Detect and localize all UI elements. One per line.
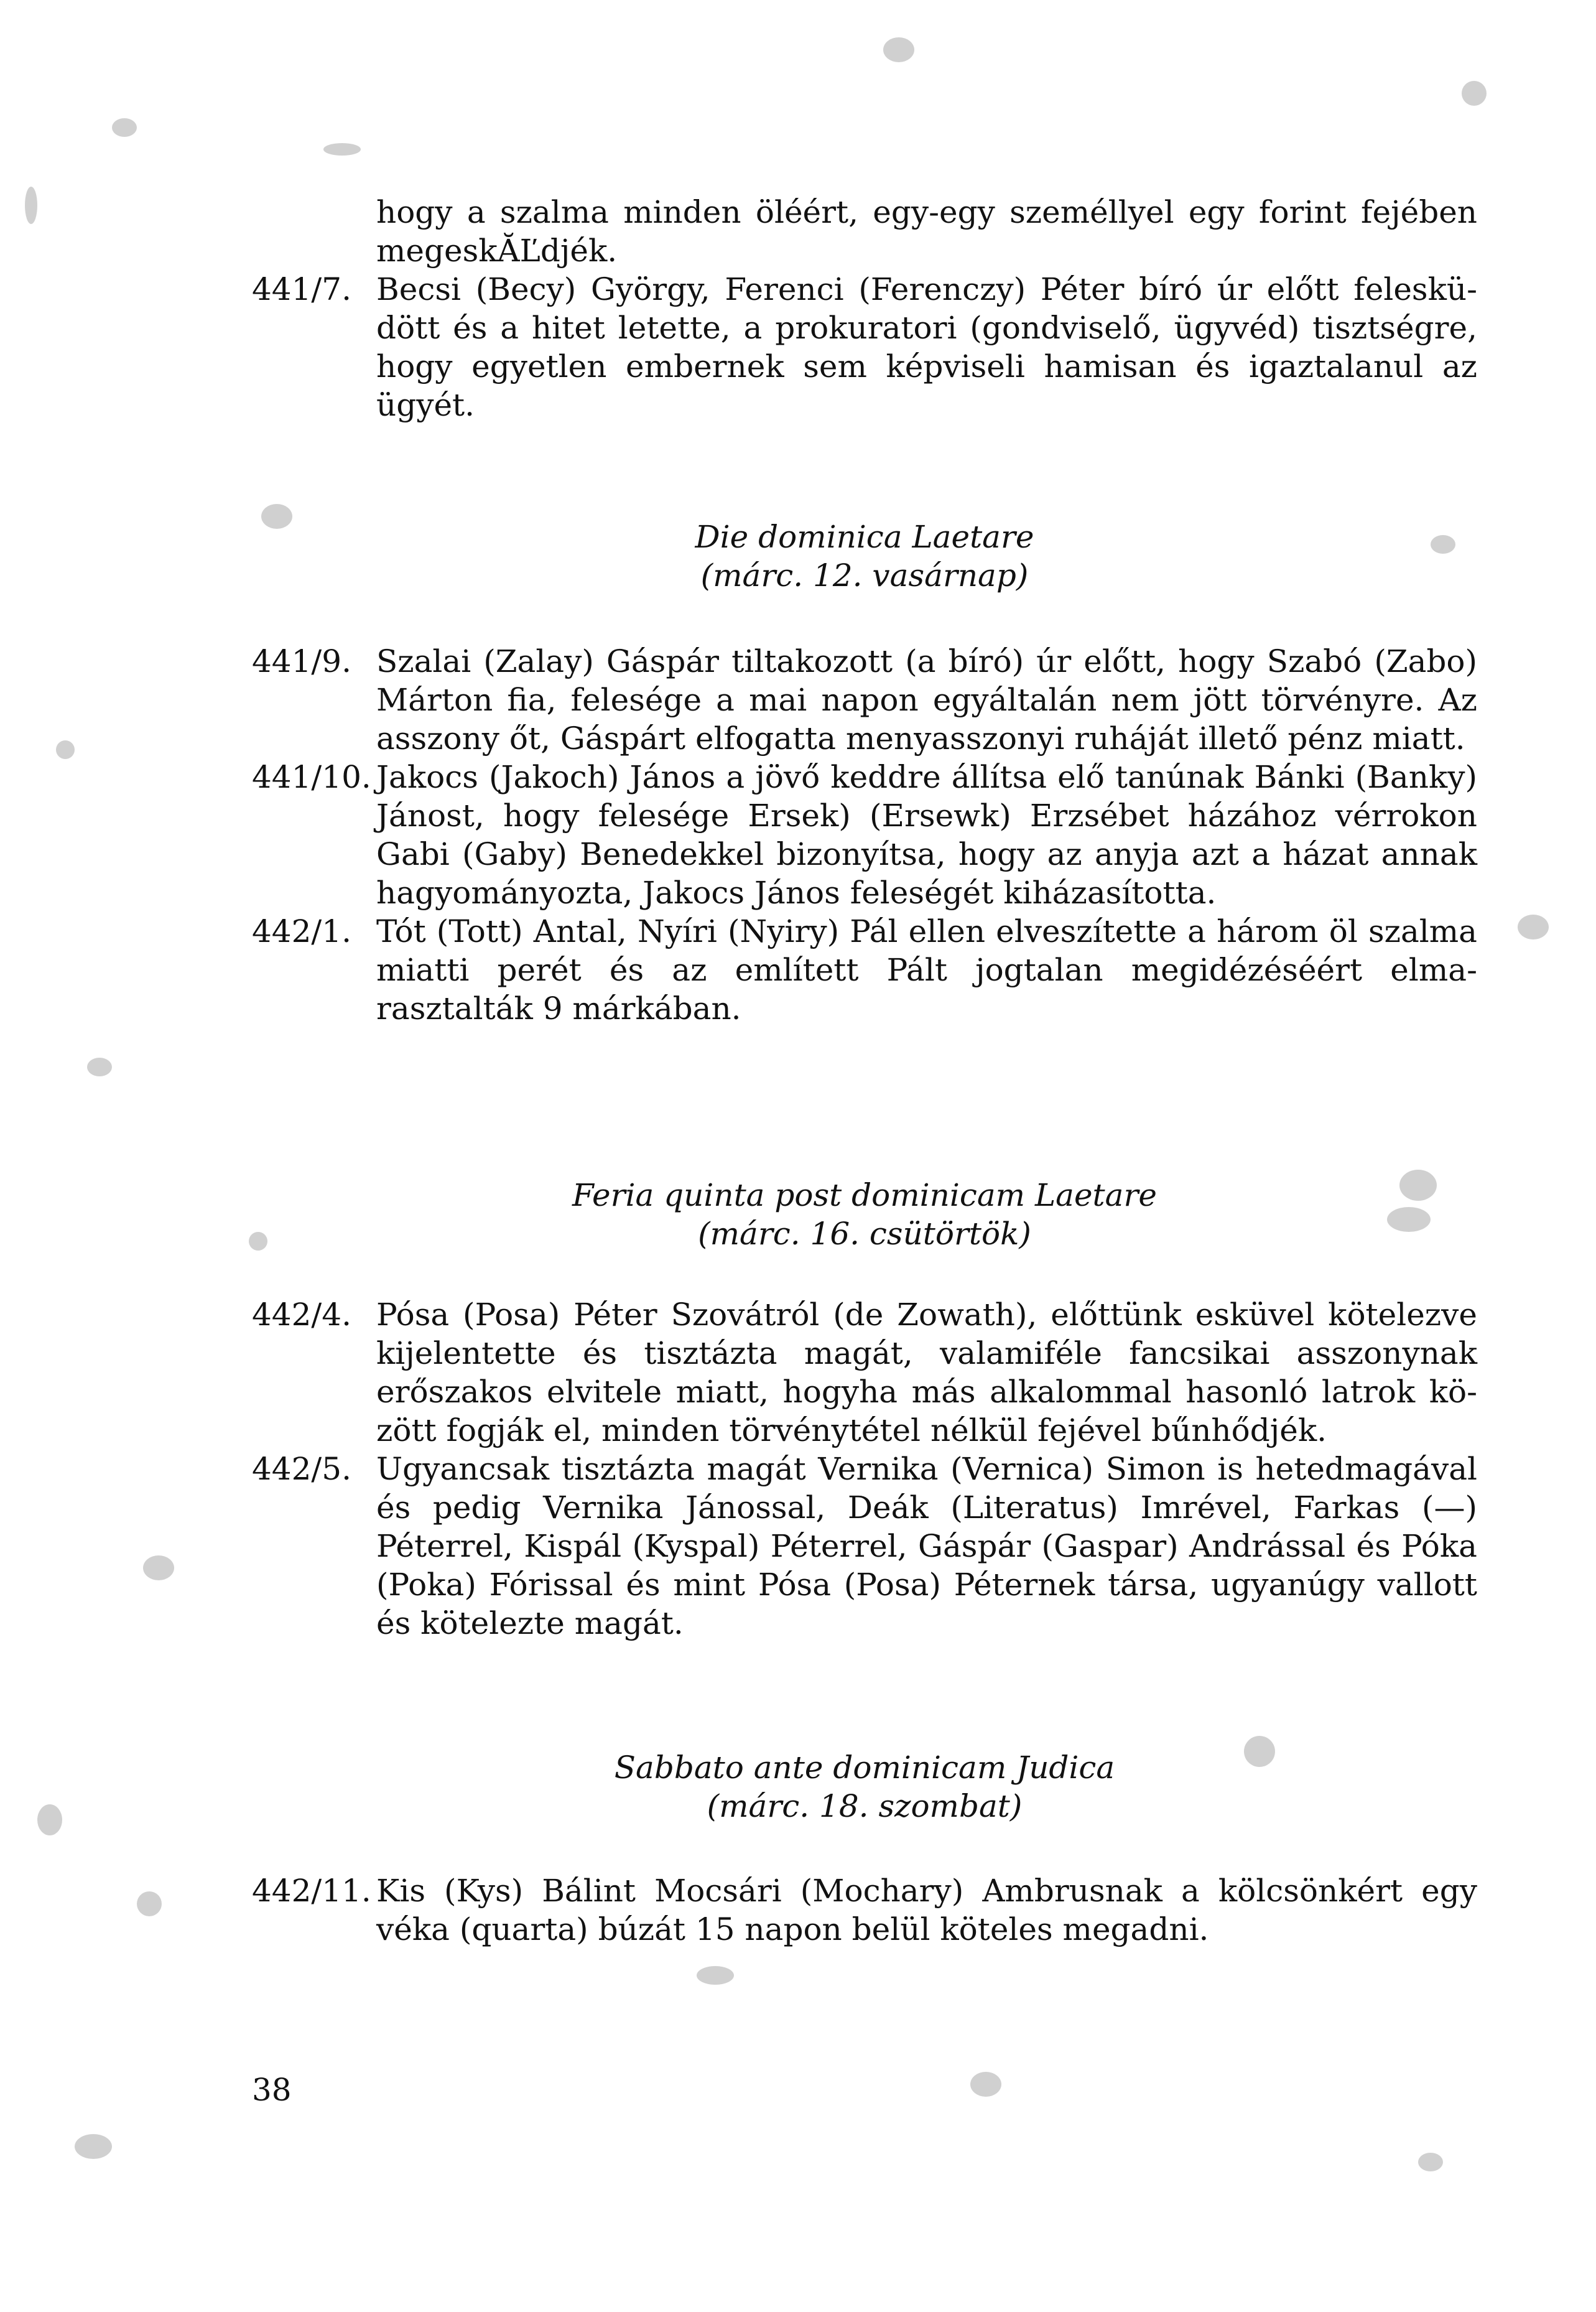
entry-text: Tót (Tott) Antal, Nyíri (Nyiry) Pál ellen elveszítette a három öl szalma miatti perét és az említett Pált jogtalan megidézéséért elmarasztalták 9 márkában. <box>376 913 1477 1027</box>
entry-text: Ugyancsak tisztázta magát Vernika (Vernica) Simon is hetedmagával és pedig Vernika Jánossal, Deák (Literatus) Imrével, Farkas (—) Péterrel, Kispál (Kyspal) Péterrel, Gáspár (Gaspar) Andrással és Póka (Poka) Fórissal és mint Pósa (Posa) Péternek társa, ugyanúgy vallott és kötelezte magát. <box>376 1451 1477 1641</box>
entry-number: 441/10. <box>252 759 371 795</box>
heading-latin: Sabbato ante dominicam Judica <box>614 1750 1115 1786</box>
entry-block-441-7 <box>252 270 1477 424</box>
entry <box>252 758 1477 912</box>
entry-text: Pósa (Posa) Péter Szovátról (de Zowath), előttünk esküvel kötelezve kijelentette és tisztázta magát, valamiféle fancsikai asszonynak erőszakos elvitele miatt, hogyha más alkalommal hasonló latrok között fogják el, minden törvénytétel nélkül fejével bűnhődjék. <box>376 1297 1477 1448</box>
continuation-text: hogy a szalma minden öléért, egy-egy személlyel egy forint fejében megeskĂĽdjék. <box>376 194 1477 269</box>
entry-text: Jakocs (Jakoch) János a jövő keddre állítsa elő tanúnak Bánki (Banky) Jánost, hogy felesége Ersek) (Ersewk) Erzsébet házához vérrokon Gabi (Gaby) Benedekkel bizonyítsa, hogy az anyja azt a házat annak hagyományozta, Jakocs János feleségét kiházasította. <box>376 759 1477 911</box>
entry <box>252 912 1477 1028</box>
entries-block-judica <box>252 1872 1477 1949</box>
entry-number: 442/11. <box>252 1873 371 1909</box>
entry-number: 442/5. <box>252 1451 351 1487</box>
entries-block-laetare <box>252 642 1477 1028</box>
entry <box>252 1450 1477 1643</box>
entry-number: 441/7. <box>252 271 351 307</box>
entry <box>252 1295 1477 1450</box>
entries-block-feria <box>252 1295 1477 1643</box>
entry-text: Kis (Kys) Bálint Mocsári (Mochary) Ambrusnak a kölcsönkért egy véka (quarta) búzát 15 napon belül köteles megadni. <box>376 1873 1477 1947</box>
entry-number: 442/1. <box>252 913 351 949</box>
heading-date: (márc. 16. csütörtök) <box>698 1216 1031 1252</box>
entry-number: 441/9. <box>252 643 351 679</box>
continuation-block <box>252 193 1477 270</box>
heading-latin: Die dominica Laetare <box>695 519 1034 555</box>
section-heading <box>252 1748 1477 1825</box>
entry-text: Szalai (Zalay) Gáspár tiltakozott (a bíró) úr előtt, hogy Szabó (Zabo) Márton fia, felesége a mai napon egyáltalán nem jött törvényre. Az asszony őt, Gáspárt elfogatta menyasszonyi ruháját illető pénz miatt. <box>376 643 1477 757</box>
heading-date: (márc. 12. vasárnap) <box>700 557 1029 594</box>
heading-latin: Feria quinta post dominicam Laetare <box>572 1177 1157 1213</box>
entry <box>252 642 1477 758</box>
entry-text: Becsi (Becy) György, Ferenci (Ferenczy) Péter bíró úr előtt felesküdött és a hitet letette, a prokuratori (gondviselő, ügyvéd) tisztségre, hogy egyetlen embernek sem képviseli hamisan és igaztalanul az ügyét. <box>376 271 1477 423</box>
entry-number: 442/4. <box>252 1297 351 1333</box>
entry <box>252 1872 1477 1949</box>
section-heading <box>252 1176 1477 1253</box>
section-heading <box>252 518 1477 595</box>
heading-date: (márc. 18. szombat) <box>707 1788 1023 1824</box>
page-number: 38 <box>252 2072 292 2108</box>
entry <box>252 270 1477 424</box>
